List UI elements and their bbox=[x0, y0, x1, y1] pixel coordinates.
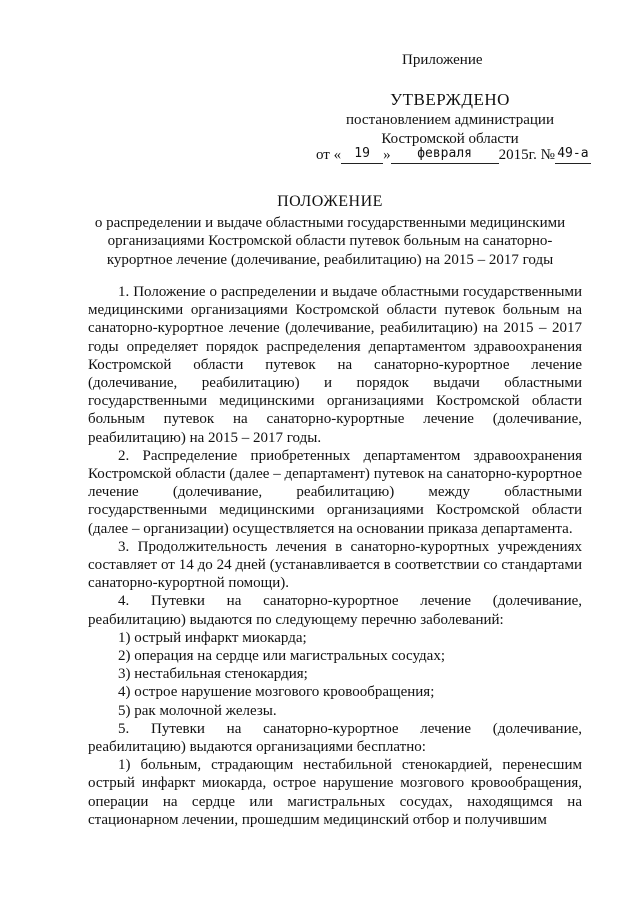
disease-item-1: 1) острый инфаркт миокарда; bbox=[118, 629, 307, 646]
document-subtitle-line-1: о распределении и выдаче областными государственными медицинскими bbox=[94, 214, 566, 231]
paragraph-2: 2. Распределение приобретенных департаментом здравоохранения Костромской области (далее – департамент) путевок на санаторно-курортное лечение (долечивание, реабилитацию) между областными государственными медицинскими организациями Костромской области (далее – организации) осуществляется на основании приказа департамента. bbox=[88, 447, 582, 537]
approved-by-line-1: постановлением администрации bbox=[346, 112, 554, 128]
paragraph-4: 4. Путевки на санаторно-курортное лечение (долечивание, реабилитацию) выдаются по следующему перечню заболеваний: bbox=[88, 593, 582, 628]
date-quote-close: » bbox=[383, 147, 391, 163]
date-year: 2015г. № bbox=[498, 147, 555, 163]
disease-item-3: 3) нестабильная стенокардия; bbox=[118, 666, 308, 683]
decree-date-line bbox=[316, 147, 591, 164]
document-subtitle-line-2: организациями Костромской области путевок больным на санаторно- bbox=[107, 233, 553, 249]
document-subtitle-line-3: курортное лечение (долечивание, реабилитацию) на 2015 – 2017 годы bbox=[106, 251, 554, 268]
document-title-block bbox=[60, 193, 600, 269]
paragraph-1: 1. Положение о распределении и выдаче областными государственными медицинскими организациями Костромской области путевок больным на санаторно-курортное лечение (долечивание, реабилитацию) на 2015 – 2017 годы определяет порядок распределения департаментом здравоохранения Костромской области путевок на санаторно-курортное лечение (долечивание, реабилитацию) и порядок выдачи областными государственными медицинскими организациями Костромской области больным путевок на санаторно-курортные лечение (долечивание, реабилитацию) на 2015 – 2017 годы. bbox=[88, 284, 582, 446]
paragraph-5-item-1: 1) больным, страдающим нестабильной стенокардией, перенесшим острый инфаркт миокарда, острое нарушение мозгового кровообращения, операции на сердце или магистральных сосудах, находящимся на стационарном лечении, прошедшим медицинский отбор и получившим bbox=[88, 757, 582, 828]
date-day-field: 19 bbox=[341, 148, 383, 164]
paragraph-5: 5. Путевки на санаторно-курортное лечение (долечивание, реабилитацию) выдаются организациями бесплатно: bbox=[88, 720, 582, 756]
appendix-label: Приложение bbox=[402, 52, 483, 68]
disease-item-5: 5) рак молочной железы. bbox=[118, 702, 277, 719]
paragraph-3: 3. Продолжительность лечения в санаторно-курортных учреждениях составляет от 14 до 24 дней (устанавливается в соответствии со стандартами санаторно-курортной помощи). bbox=[88, 538, 582, 592]
approved-heading: УТВЕРЖДЕНО bbox=[390, 90, 510, 109]
decree-number-field: 49-а bbox=[555, 148, 591, 164]
date-month-field: февраля bbox=[391, 148, 499, 164]
approved-by-line-2: Костромской области bbox=[381, 131, 519, 147]
date-prefix: от « bbox=[316, 147, 342, 163]
disease-item-4: 4) острое нарушение мозгового кровообращения; bbox=[118, 684, 435, 701]
document-body bbox=[88, 283, 582, 829]
approval-block bbox=[300, 90, 600, 149]
document-title: ПОЛОЖЕНИЕ bbox=[277, 193, 383, 210]
disease-item-2: 2) операция на сердце или магистральных сосудах; bbox=[118, 648, 445, 665]
